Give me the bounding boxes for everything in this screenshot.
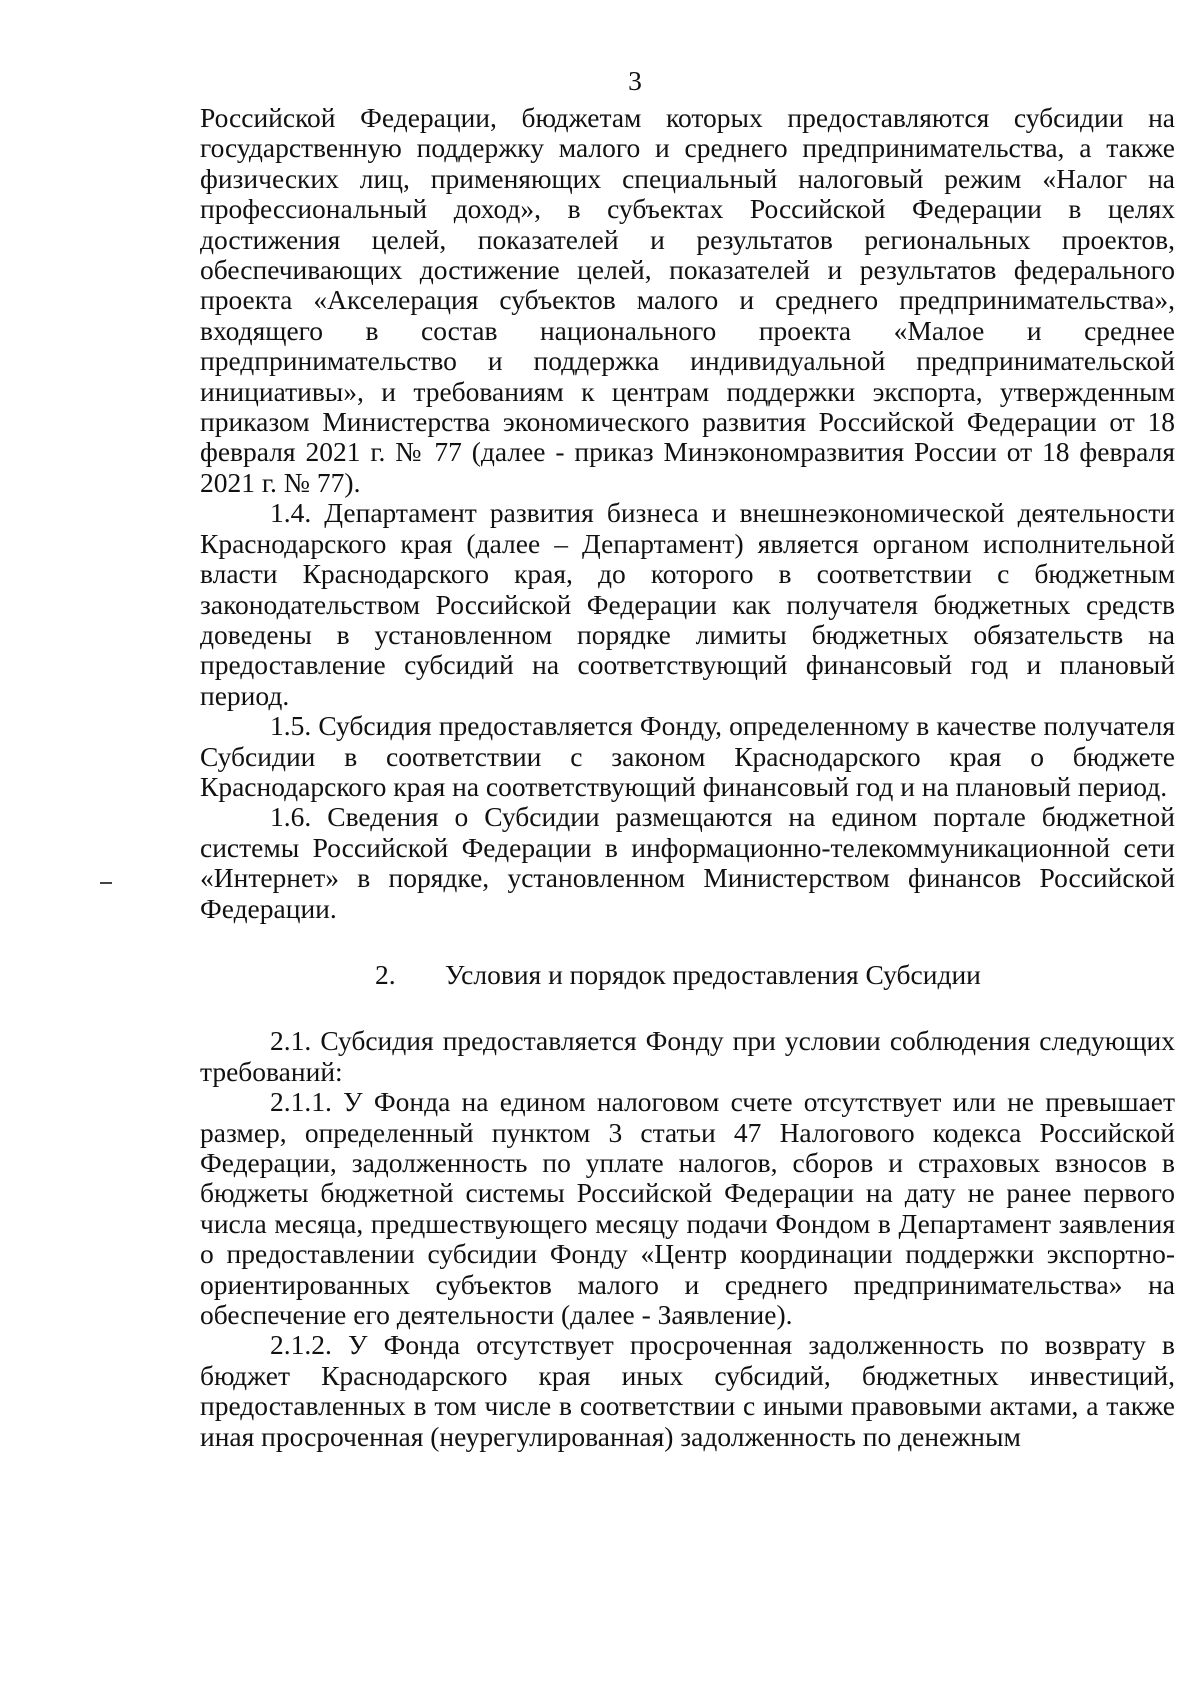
paragraph-2-1-2: 2.1.2. У Фонда отсутствует просроченная задолженность по возврату в бюджет Краснодарского края иных субсидий, бюджетных инвестиций, предоставленных в том числе в соответствии с иными правовыми актами, а также иная просроченная (неурегулированная) задолженность по денежным xyxy=(200,1329,1175,1452)
paragraph-1-5: 1.5. Субсидия предоставляется Фонду, определенному в качестве получателя Субсидии в соответствии с законом Краснодарского края о бюджете Краснодарского края на соответствующий финансовый год и на плановый период. xyxy=(200,710,1175,802)
paragraph-2-1-1: 2.1.1. У Фонда на едином налоговом счете отсутствует или не превышает размер, определенный пунктом 3 статьи 47 Налогового кодекса Российской Федерации, задолженность по уплате налогов, сборов и страховых взносов в бюджеты бюджетной системы Российской Федерации на дату не ранее первого числа месяца, предшествующего месяцу подачи Фондом в Департамент заявления о предоставлении субсидии Фонду «Центр координации поддержки экспортно-ориентированных субъектов малого и среднего предпринимательства» на обеспечение его деятельности (далее - Заявление). xyxy=(200,1086,1175,1331)
paragraph-1-6: 1.6. Сведения о Субсидии размещаются на едином портале бюджетной системы Российской Федерации в информационно-телекоммуникационной сети «Интернет» в порядке, установленном Министерством финансов Российской Федерации. xyxy=(200,801,1175,924)
document-body xyxy=(200,103,1175,1452)
section-title: Условия и порядок предоставления Субсидии xyxy=(445,958,981,990)
scan-mark xyxy=(100,882,112,884)
section-number: 2. xyxy=(375,958,396,990)
section-heading xyxy=(200,960,1175,990)
page-number: 3 xyxy=(628,65,642,96)
paragraph-continuation: Российской Федерации, бюджетам которых предоставляются субсидии на государственную поддержку малого и среднего предпринимательства, а также физических лиц, применяющих специальный налоговый режим «Налог на профессиональный доход», в субъектах Российской Федерации в целях достижения целей, показателей и результатов региональных проектов, обеспечивающих достижение целей, показателей и результатов федерального проекта «Акселерация субъектов малого и среднего предпринимательства», входящего в состав национального проекта «Малое и среднее предпринимательство и поддержка индивидуальной предпринимательской инициативы», и требованиям к центрам поддержки экспорта, утвержденным приказом Министерства экономического развития Российской Федерации от 18 февраля 2021 г. № 77 (далее - приказ Минэкономразвития России от 18 февраля 2021 г. № 77). xyxy=(200,102,1175,498)
paragraph-2-1: 2.1. Субсидия предоставляется Фонду при условии соблюдения следующих требований: xyxy=(200,1025,1175,1087)
paragraph-1-4: 1.4. Департамент развития бизнеса и внешнеэкономической деятельности Краснодарского края (далее – Департамент) является органом исполнительной власти Краснодарского края, до которого в соответствии с бюджетным законодательством Российской Федерации как получателя бюджетных средств доведены в установленном порядке лимиты бюджетных обязательств на предоставление субсидий на соответствующий финансовый год и плановый период. xyxy=(200,497,1175,711)
